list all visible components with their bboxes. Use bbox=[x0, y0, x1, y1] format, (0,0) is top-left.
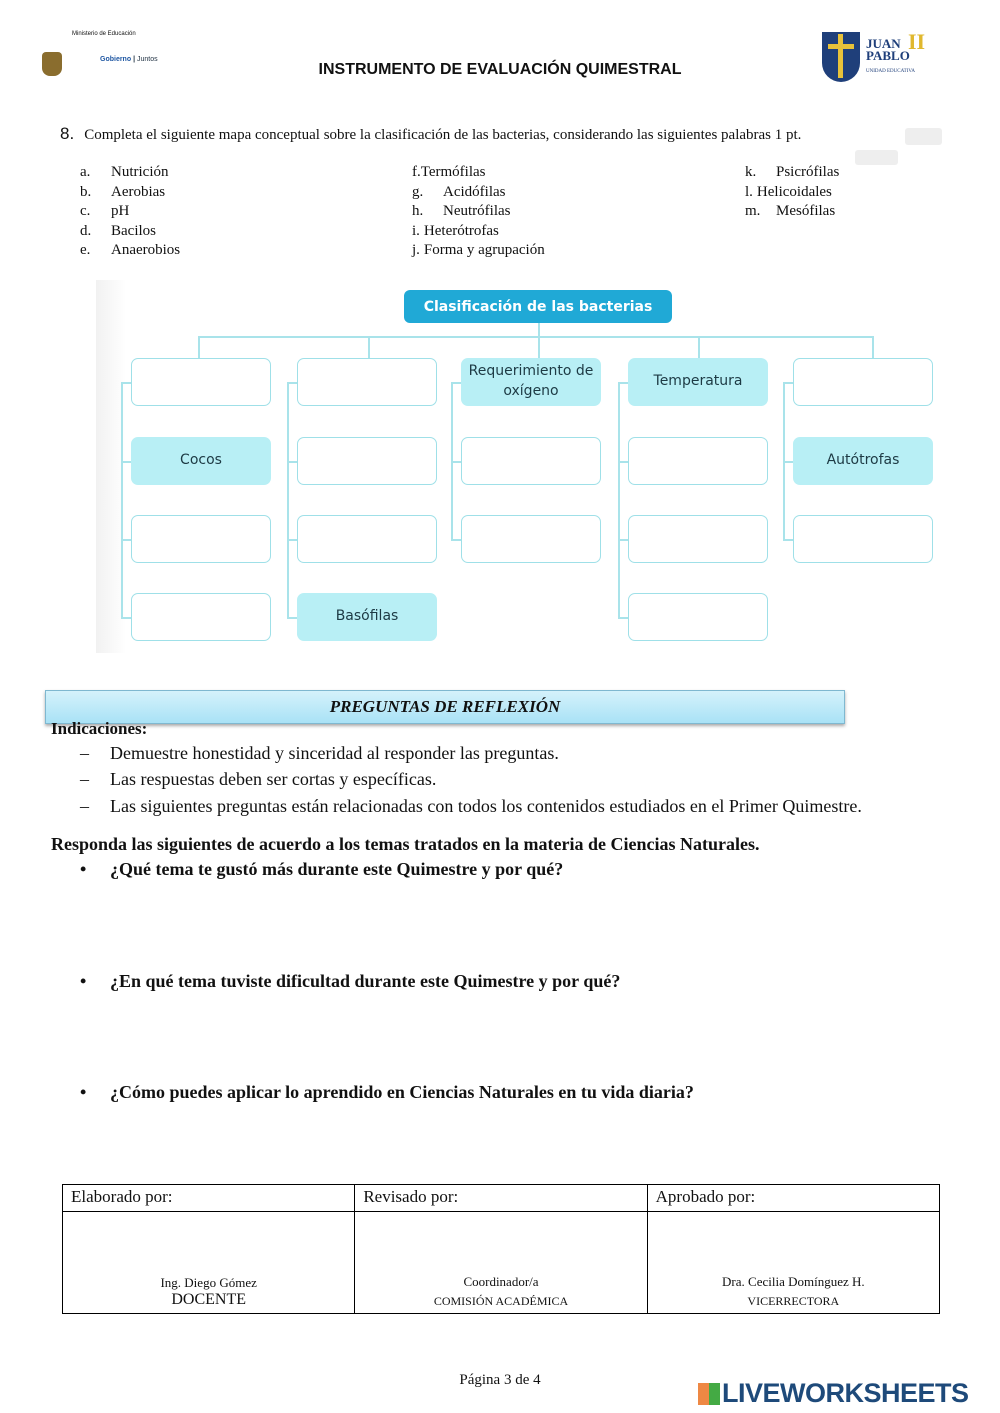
connector-line bbox=[783, 539, 793, 541]
signer-name: Coordinador/a bbox=[463, 1274, 539, 1289]
signer-role: COMISIÓN ACADÉMICA bbox=[433, 1294, 569, 1308]
revisado-header: Revisado por: bbox=[355, 1185, 647, 1212]
concept-blank-input[interactable] bbox=[628, 515, 768, 563]
option-letter: d. bbox=[80, 222, 92, 239]
word-option bbox=[412, 184, 505, 201]
connector-line bbox=[121, 539, 131, 541]
option-letter: h. bbox=[412, 203, 424, 219]
concept-blank-input[interactable] bbox=[793, 515, 933, 563]
connector-line bbox=[198, 336, 872, 338]
option-word: Heterótrofas bbox=[423, 222, 499, 239]
word-option bbox=[745, 164, 839, 181]
question-text: ¿Cómo puedes aplicar lo aprendido en Ciencias Naturales en tu vida diaria? bbox=[110, 1082, 694, 1102]
connector-line bbox=[538, 323, 540, 337]
concept-box-label: Cocos bbox=[131, 437, 271, 485]
school-logo: JUAN PABLO II UNIDAD EDUCATIVA bbox=[822, 32, 932, 84]
question-text: ¿Qué tema te gustó más durante este Quimestre y por qué? bbox=[110, 859, 564, 879]
concept-blank-input[interactable] bbox=[297, 437, 437, 485]
aprobado-cell bbox=[647, 1212, 939, 1314]
option-word: Mesófilas bbox=[776, 203, 836, 219]
connector-line bbox=[872, 336, 874, 358]
signer-role: VICERRECTORA bbox=[747, 1294, 840, 1308]
elaborado-header: Elaborado por: bbox=[63, 1185, 355, 1212]
concept-blank-input[interactable] bbox=[297, 358, 437, 406]
indication-item: – Las respuestas deben ser cortas y específicas. bbox=[80, 769, 437, 789]
option-word: Forma y agrupación bbox=[423, 242, 545, 258]
connector-line bbox=[618, 382, 628, 384]
elaborado-cell bbox=[63, 1212, 355, 1314]
signature-table bbox=[62, 1184, 940, 1314]
connector-line bbox=[451, 539, 461, 541]
indication-text: Las respuestas deben ser cortas y específicas. bbox=[110, 769, 437, 789]
revisado-cell bbox=[355, 1212, 647, 1314]
option-letter: m. bbox=[745, 203, 761, 219]
concept-map-root: Clasificación de las bacterias bbox=[404, 290, 672, 323]
option-letter: g. bbox=[412, 183, 424, 200]
concept-box-label: Basófilas bbox=[297, 593, 437, 641]
word-option bbox=[80, 164, 169, 181]
signer-name: Dra. Cecilia Domínguez H. bbox=[722, 1274, 865, 1289]
concept-blank-input[interactable] bbox=[628, 593, 768, 641]
concept-blank-input[interactable] bbox=[793, 358, 933, 406]
connector-line bbox=[287, 461, 297, 463]
option-word: Bacilos bbox=[111, 222, 156, 239]
option-letter: e. bbox=[80, 242, 91, 258]
option-word: Psicrófilas bbox=[776, 164, 840, 180]
connector-line bbox=[287, 382, 289, 617]
connector-line bbox=[783, 382, 793, 384]
reflection-banner: PREGUNTAS DE REFLEXIÓN bbox=[45, 690, 845, 724]
connector-line bbox=[198, 336, 200, 358]
word-option bbox=[80, 242, 180, 259]
word-option bbox=[412, 223, 499, 240]
option-word: Anaerobios bbox=[111, 242, 181, 258]
concept-blank-input[interactable] bbox=[131, 358, 271, 406]
connector-line bbox=[618, 617, 628, 619]
concept-box-label: Temperatura bbox=[628, 358, 768, 406]
indication-text: Las siguientes preguntas están relacionadas con todos los contenidos estudiados en el Primer Quimestre. bbox=[110, 796, 862, 816]
connector-line bbox=[121, 382, 123, 617]
option-word: Helicoidales bbox=[756, 183, 832, 200]
option-word: Acidófilas bbox=[443, 183, 506, 200]
concept-map bbox=[96, 280, 950, 653]
concept-blank-input[interactable] bbox=[131, 515, 271, 563]
word-option bbox=[745, 203, 835, 220]
option-letter: f. bbox=[412, 164, 421, 180]
brand-text: LIVEWORKSHEETS bbox=[722, 1378, 969, 1408]
option-letter: l. bbox=[745, 183, 753, 200]
option-word: Aerobias bbox=[111, 183, 166, 200]
option-word: Neutrófilas bbox=[443, 203, 511, 219]
connector-line bbox=[618, 382, 620, 617]
option-letter: i. bbox=[412, 222, 420, 239]
concept-blank-input[interactable] bbox=[628, 437, 768, 485]
aprobado-header: Aprobado por: bbox=[647, 1185, 939, 1212]
word-option bbox=[80, 184, 165, 201]
indication-text: Demuestre honestidad y sinceridad al responder las preguntas. bbox=[110, 743, 559, 763]
connector-line bbox=[538, 336, 540, 358]
concept-blank-input[interactable] bbox=[461, 515, 601, 563]
concept-box-label: Requerimiento de oxígeno bbox=[461, 358, 601, 406]
option-letter: c. bbox=[80, 203, 91, 219]
word-option bbox=[412, 203, 510, 220]
answer-area[interactable] bbox=[110, 1111, 940, 1171]
signer-name: Ing. Diego Gómez bbox=[160, 1275, 257, 1290]
connector-line bbox=[121, 382, 131, 384]
option-letter: j. bbox=[412, 242, 420, 258]
concept-blank-input[interactable] bbox=[297, 515, 437, 563]
gobierno-logo: Gobierno | Juntos bbox=[100, 56, 158, 63]
signer-role: DOCENTE bbox=[171, 1291, 246, 1308]
connector-line bbox=[698, 336, 700, 358]
concept-blank-input[interactable] bbox=[131, 593, 271, 641]
answer-area[interactable] bbox=[110, 888, 940, 958]
connector-line bbox=[618, 539, 628, 541]
word-option bbox=[412, 164, 486, 181]
question-8 bbox=[60, 124, 801, 144]
indication-item: – Las siguientes preguntas están relacionadas con todos los contenidos estudiados en el Primer Quimestre. bbox=[80, 796, 862, 816]
question-number: 8. bbox=[60, 124, 75, 143]
connector-line bbox=[287, 539, 297, 541]
word-option bbox=[80, 223, 156, 240]
word-option bbox=[80, 203, 129, 220]
answer-field[interactable] bbox=[905, 128, 942, 145]
question-text: ¿En qué tema tuviste dificultad durante este Quimestre y por qué? bbox=[110, 971, 621, 991]
concept-box-label: Autótrofas bbox=[793, 437, 933, 485]
concept-blank-input[interactable] bbox=[461, 437, 601, 485]
answer-field[interactable] bbox=[855, 150, 898, 165]
connector-line bbox=[451, 461, 461, 463]
connector-line bbox=[618, 461, 628, 463]
option-word: Termófilas bbox=[420, 164, 486, 180]
ministry-label: Ministerio de Educación bbox=[72, 31, 136, 37]
question-text: Completa el siguiente mapa conceptual sobre la clasificación de las bacterias, considerando las siguientes palabras 1 pt. bbox=[84, 127, 802, 143]
answer-area[interactable] bbox=[110, 1000, 940, 1070]
instruction-text: Responda las siguientes de acuerdo a los temas tratados en la materia de Ciencias Naturales. bbox=[51, 834, 760, 854]
indications-label: Indicaciones: bbox=[51, 719, 148, 738]
reflection-question: • ¿Qué tema te gustó más durante este Quimestre y por qué? bbox=[80, 859, 564, 879]
option-letter: b. bbox=[80, 183, 92, 200]
reflection-question: • ¿Cómo puedes aplicar lo aprendido en Ciencias Naturales en tu vida diaria? bbox=[80, 1082, 694, 1102]
connector-line bbox=[368, 336, 370, 358]
option-letter: a. bbox=[80, 164, 91, 180]
option-letter: k. bbox=[745, 164, 757, 180]
reflection-question: • ¿En qué tema tuviste dificultad durante este Quimestre y por qué? bbox=[80, 971, 621, 991]
option-word: Nutrición bbox=[111, 164, 169, 180]
option-word: pH bbox=[111, 203, 130, 219]
connector-line bbox=[451, 382, 461, 384]
connector-line bbox=[121, 617, 131, 619]
connector-line bbox=[783, 461, 793, 463]
page-title: INSTRUMENTO DE EVALUACIÓN QUIMESTRAL bbox=[318, 61, 682, 78]
word-option bbox=[412, 242, 545, 259]
word-option bbox=[745, 184, 832, 201]
connector-line bbox=[121, 461, 131, 463]
connector-line bbox=[287, 382, 297, 384]
indication-item: – Demuestre honestidad y sinceridad al responder las preguntas. bbox=[80, 743, 559, 763]
connector-line bbox=[287, 617, 297, 619]
liveworksheets-logo bbox=[698, 1378, 969, 1409]
page-number: Página 3 de 4 bbox=[459, 1372, 541, 1388]
